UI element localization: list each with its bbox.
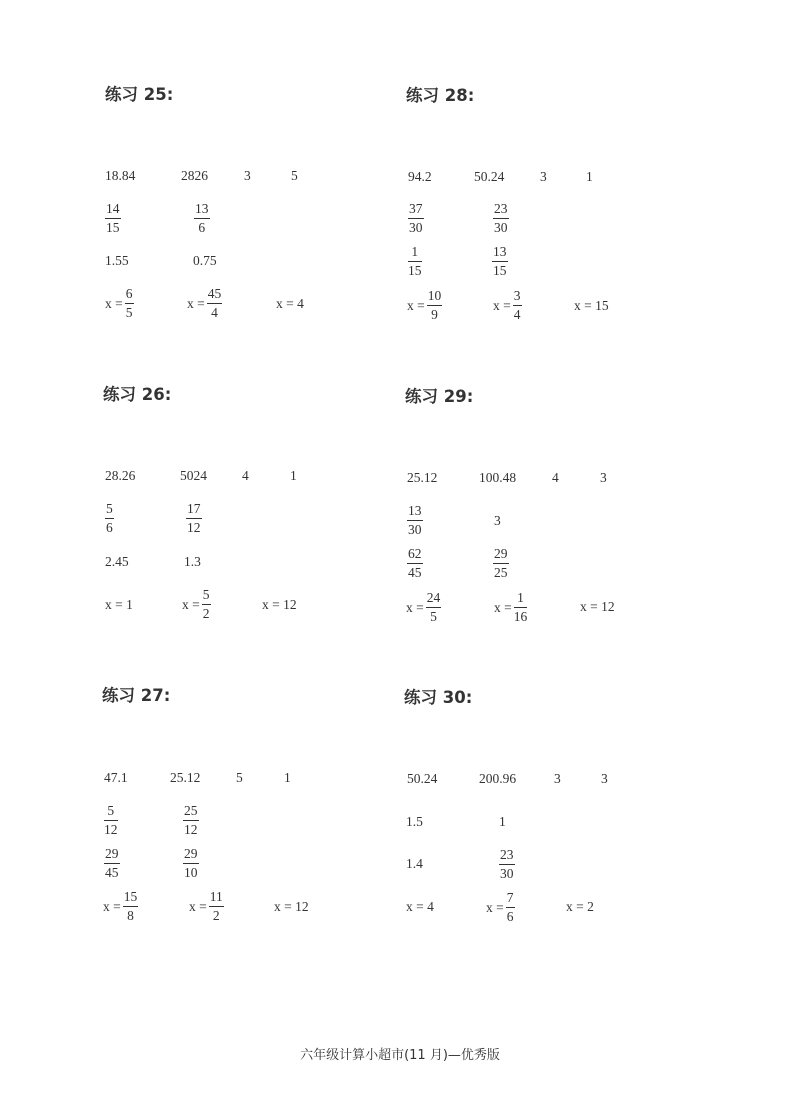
exercise-25 [105, 81, 435, 371]
exercise-title: 练习 28: [406, 86, 475, 105]
answer: 2.45 [105, 554, 129, 569]
answer: 18.84 [105, 168, 136, 183]
answer: 1 [499, 814, 506, 829]
equation-answer: x = 12 [580, 599, 615, 614]
fraction-answer: $\frac{17}{12}$ [187, 501, 201, 535]
answer: 50.24 [474, 169, 505, 184]
equation-answer: x = $\frac{15}{8}$ [103, 889, 138, 923]
fraction-answer: $\frac{23}{30}$ [494, 201, 508, 235]
answer: 0.75 [193, 253, 217, 268]
equation-answer: x = $\frac{7}{6}$ [486, 890, 514, 924]
answer: 25.12 [170, 770, 201, 785]
answer: 3 [600, 470, 607, 485]
answer: 50.24 [407, 771, 438, 786]
exercise-30 [404, 684, 734, 974]
answer: 4 [242, 468, 249, 483]
fraction-answer: $\frac{29}{45}$ [105, 846, 119, 880]
answer: 1 [290, 468, 297, 483]
answer: 200.96 [479, 771, 517, 786]
exercise-27 [102, 682, 432, 972]
fraction-answer: $\frac{5}{6}$ [106, 501, 113, 535]
answer: 1 [284, 770, 291, 785]
answer: 1 [586, 169, 593, 184]
answer: 100.48 [479, 470, 517, 485]
answer: 1.4 [406, 856, 423, 871]
exercise-28 [406, 82, 736, 372]
fraction-answer: $\frac{25}{12}$ [184, 803, 198, 837]
exercise-title: 练习 29: [405, 387, 474, 406]
answer: 4 [552, 470, 559, 485]
answer: 1.55 [105, 253, 129, 268]
exercise-title: 练习 26: [103, 385, 172, 404]
answer: 3 [494, 513, 501, 528]
fraction-answer: $\frac{23}{30}$ [500, 847, 514, 881]
answer: 2826 [181, 168, 208, 183]
fraction-answer: $\frac{13}{15}$ [493, 244, 507, 278]
fraction-answer: $\frac{29}{25}$ [494, 546, 508, 580]
answer: 3 [601, 771, 608, 786]
equation-answer: x = $\frac{1}{16}$ [494, 590, 528, 624]
exercise-title: 练习 25: [105, 85, 174, 104]
equation-answer: x = $\frac{5}{2}$ [182, 587, 210, 621]
answer: 5 [236, 770, 243, 785]
exercise-title: 练习 27: [102, 686, 171, 705]
answer: 5 [291, 168, 298, 183]
answer: 3 [540, 169, 547, 184]
equation-answer: x = $\frac{11}{2}$ [189, 889, 223, 923]
equation-answer: x = 4 [276, 296, 304, 311]
exercise-26 [103, 381, 433, 671]
equation-answer: x = 2 [566, 899, 594, 914]
fraction-answer: $\frac{37}{30}$ [409, 201, 423, 235]
fraction-answer: $\frac{13}{6}$ [195, 201, 209, 235]
equation-answer: x = 1 [105, 597, 133, 612]
equation-answer: x = 12 [274, 899, 309, 914]
answer: 25.12 [407, 470, 438, 485]
fraction-answer: $\frac{1}{15}$ [408, 244, 422, 278]
exercise-29 [405, 383, 735, 673]
equation-answer: x = $\frac{45}{4}$ [187, 286, 222, 320]
answer: 47.1 [104, 770, 128, 785]
equation-answer: x = $\frac{10}{9}$ [407, 288, 442, 322]
answer: 3 [554, 771, 561, 786]
answer: 94.2 [408, 169, 432, 184]
equation-answer: x = 15 [574, 298, 609, 313]
answer: 1.5 [406, 814, 423, 829]
equation-answer: x = $\frac{24}{5}$ [406, 590, 441, 624]
answer: 5024 [180, 468, 207, 483]
fraction-answer: $\frac{14}{15}$ [106, 201, 120, 235]
fraction-answer: $\frac{62}{45}$ [408, 546, 422, 580]
answer: 28.26 [105, 468, 136, 483]
fraction-answer: $\frac{13}{30}$ [408, 503, 422, 537]
equation-answer: x = $\frac{3}{4}$ [493, 288, 521, 322]
answer: 1.3 [184, 554, 201, 569]
page-footer: 六年级计算小超市(11 月)—优秀版 [300, 1048, 500, 1063]
fraction-answer: $\frac{5}{12}$ [104, 803, 118, 837]
exercise-title: 练习 30: [404, 688, 473, 707]
fraction-answer: $\frac{29}{10}$ [184, 846, 198, 880]
equation-answer: x = 4 [406, 899, 434, 914]
answer: 3 [244, 168, 251, 183]
equation-answer: x = $\frac{6}{5}$ [105, 286, 133, 320]
equation-answer: x = 12 [262, 597, 297, 612]
